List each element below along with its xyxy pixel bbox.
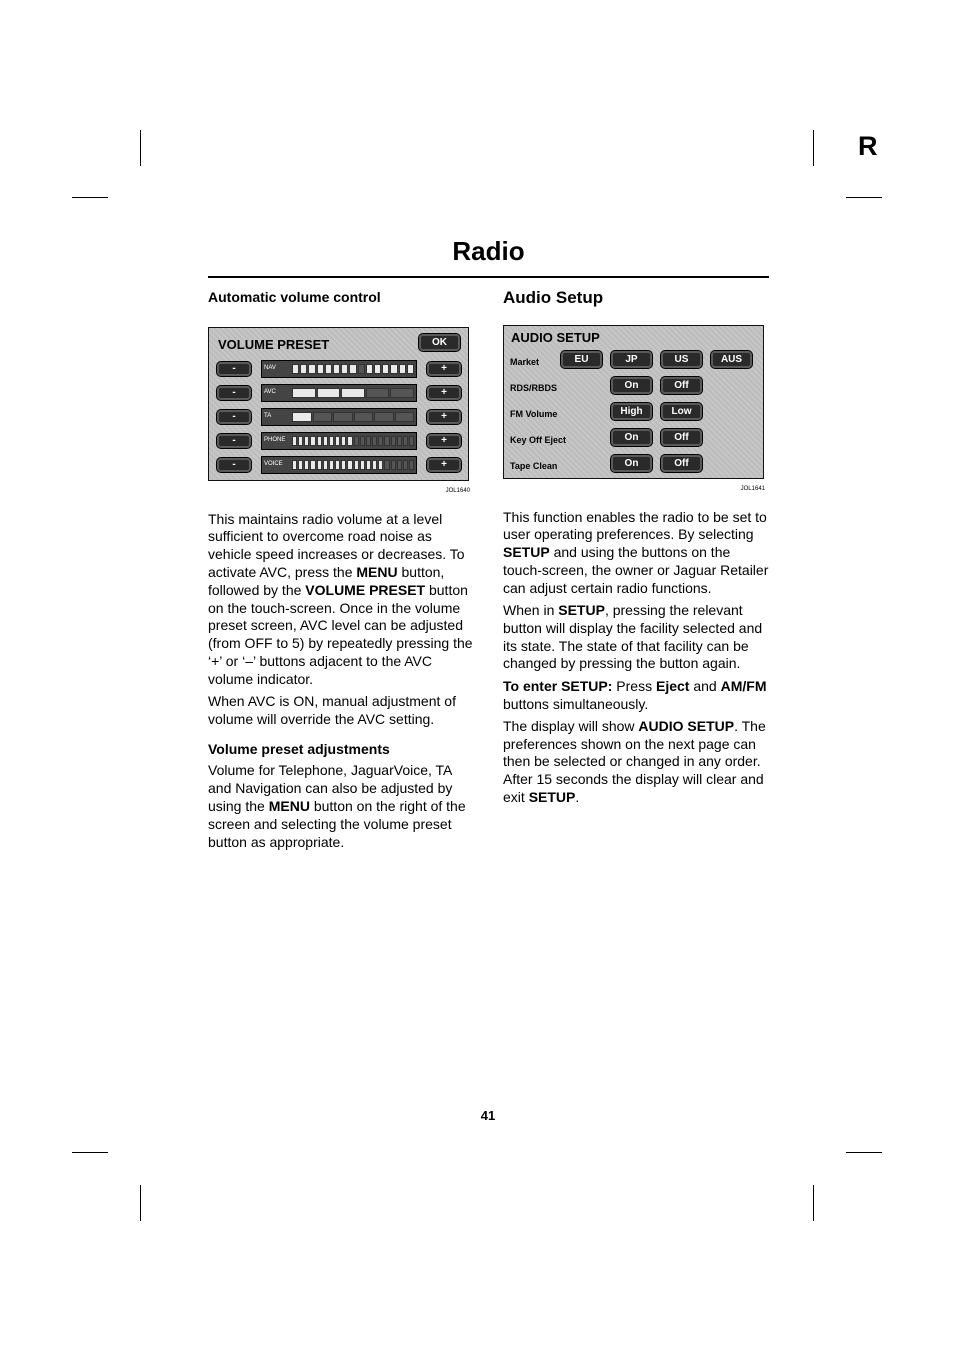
ta-volume-bar <box>261 408 417 426</box>
voice-volume-bar <box>261 456 417 474</box>
avc-volume-bar <box>261 384 417 402</box>
row-label-market: Market <box>510 356 540 367</box>
figure-code: JOL1641 <box>740 485 765 492</box>
bar-label: AVC <box>264 388 276 395</box>
bar-label: NAV <box>264 364 276 371</box>
ta-plus-button[interactable]: + <box>427 410 461 424</box>
eject-off-button[interactable]: Off <box>661 429 702 446</box>
row-label-rds: RDS/RBDS <box>510 382 558 393</box>
enter-setup-paragraph: To enter SETUP: Press Eject and AM/FM buttons simultaneously. <box>503 677 767 712</box>
bar-label: TA <box>264 412 272 419</box>
eject-on-button[interactable]: On <box>611 429 652 446</box>
crop-mark <box>140 130 141 166</box>
crop-mark <box>846 197 882 198</box>
volume-preset-screen <box>208 327 469 481</box>
rds-off-button[interactable]: Off <box>661 377 702 394</box>
audio-setup-screen <box>503 325 764 479</box>
crop-mark <box>72 1152 108 1153</box>
crop-mark <box>813 1185 814 1221</box>
ta-minus-button[interactable]: - <box>217 410 251 424</box>
row-label-tape-clean: Tape Clean <box>510 460 558 471</box>
page-number: 41 <box>480 1108 496 1123</box>
nav-plus-button[interactable]: + <box>427 362 461 376</box>
title-rule <box>208 276 769 278</box>
row-label-key-off-eject: Key Off Eject <box>510 434 567 445</box>
nav-minus-button[interactable]: - <box>217 362 251 376</box>
nav-volume-bar <box>261 360 417 378</box>
avc-heading: Automatic volume control <box>208 289 381 305</box>
ok-button[interactable]: OK <box>419 334 460 351</box>
screen-title: AUDIO SETUP <box>511 329 600 345</box>
phone-minus-button[interactable]: - <box>217 434 251 448</box>
voice-plus-button[interactable]: + <box>427 458 461 472</box>
market-jp-button[interactable]: JP <box>611 351 652 368</box>
page-title: Radio <box>452 236 525 266</box>
setup-usage-paragraph: When in SETUP, pressing the relevant button will display the facility selected and its state. The state of that facility can be changed by pressing the button again. <box>503 602 763 672</box>
phone-volume-bar <box>261 432 417 450</box>
setup-intro-paragraph: This function enables the radio to be set to user operating preferences. By selecting SETUP and using the buttons on the touch-screen, the owner or Jaguar Retailer can adjust certain radio functions. <box>503 508 769 596</box>
crop-mark <box>846 1152 882 1153</box>
tape-on-button[interactable]: On <box>611 455 652 472</box>
avc-paragraph: This maintains radio volume at a level sufficient to overcome road noise as vehicle speed increases or decreases. To activate AVC, press the MENU button, followed by the VOLUME PRESET button on the touch-screen. Once in the volume preset screen, AVC level can be adjusted (from OFF to 5) by repeatedly pressing the ‘+’ or ‘–’ buttons adjacent to the AVC volume indicator. <box>208 510 473 687</box>
market-eu-button[interactable]: EU <box>561 351 602 368</box>
left-column <box>208 289 476 856</box>
voice-minus-button[interactable]: - <box>217 458 251 472</box>
avc-minus-button[interactable]: - <box>217 386 251 400</box>
tape-off-button[interactable]: Off <box>661 455 702 472</box>
bar-label: PHONE <box>264 436 286 443</box>
crop-mark <box>72 197 108 198</box>
screen-title: VOLUME PRESET <box>218 336 330 352</box>
fm-high-button[interactable]: High <box>611 403 652 420</box>
avc-plus-button[interactable]: + <box>427 386 461 400</box>
crop-mark <box>813 130 814 166</box>
bar-label: VOICE <box>264 460 283 467</box>
display-paragraph: The display will show AUDIO SETUP. The preferences shown on the next page can then be selected or changed in any order. After 15 seconds the display will clear and exit SETUP. <box>503 717 766 806</box>
figure-code: JOL1640 <box>445 487 470 494</box>
rds-on-button[interactable]: On <box>611 377 652 394</box>
avc-override-paragraph: When AVC is ON, manual adjustment of volume will override the AVC setting. <box>208 693 456 727</box>
audio-setup-heading: Audio Setup <box>503 288 604 307</box>
market-aus-button[interactable]: AUS <box>711 351 752 368</box>
crop-mark <box>140 1185 141 1221</box>
volume-preset-heading: Volume preset adjustments <box>208 740 390 757</box>
market-us-button[interactable]: US <box>661 351 702 368</box>
fm-low-button[interactable]: Low <box>661 403 702 420</box>
row-label-fm-volume: FM Volume <box>510 408 558 419</box>
right-column <box>503 289 771 811</box>
section-letter: R <box>858 131 878 161</box>
volume-preset-paragraph: Volume for Telephone, JaguarVoice, TA and Navigation can also be adjusted by using the MENU button on the right of the screen and selecting the volume preset button as appropriate. <box>208 762 466 850</box>
phone-plus-button[interactable]: + <box>427 434 461 448</box>
